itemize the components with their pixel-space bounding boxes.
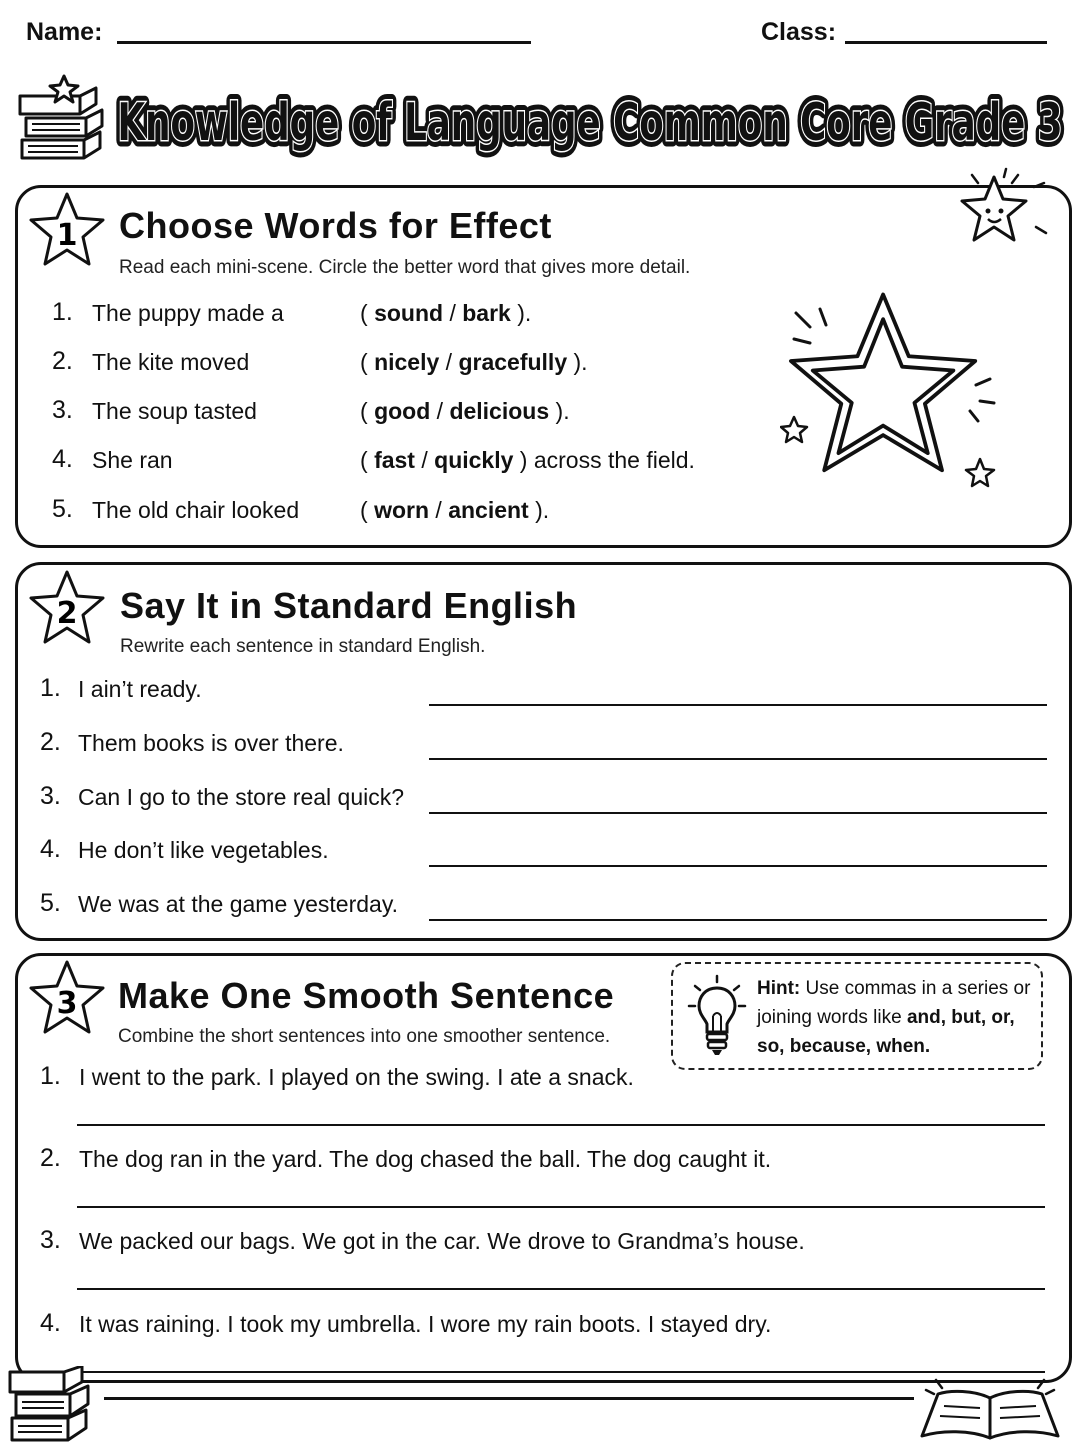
item-number: 3.: [52, 396, 73, 424]
open-book-icon: [918, 1376, 1064, 1446]
word-choice: ( nicely / gracefully ).: [360, 349, 588, 375]
section-1-instructions: Read each mini-scene. Circle the better word that gives more detail.: [119, 257, 691, 278]
item-sentence: We was at the game yesterday.: [78, 891, 399, 917]
choice-closing: ).: [555, 398, 570, 424]
item-number: 5.: [52, 495, 73, 523]
big-star-icon: [780, 285, 1000, 495]
item-number: 3.: [40, 1226, 61, 1254]
choice-option-b[interactable]: gracefully: [458, 349, 568, 375]
choice-closing: ).: [573, 349, 588, 375]
svg-text:1: 1: [56, 218, 78, 253]
word-choice: ( worn / ancient ).: [360, 497, 550, 523]
answer-line[interactable]: [429, 919, 1047, 921]
answer-line[interactable]: [77, 1371, 1045, 1373]
choice-option-b[interactable]: delicious: [449, 398, 550, 424]
choice-option-b[interactable]: quickly: [434, 447, 514, 473]
footer-line: [104, 1397, 914, 1400]
stacked-books-icon: [14, 70, 110, 166]
answer-line[interactable]: [429, 812, 1047, 814]
item-prompt: The old chair looked: [92, 497, 300, 523]
section-3-instructions: Combine the short sentences into one smoother sentence.: [118, 1026, 611, 1047]
item-sentence: Them books is over there.: [78, 730, 344, 756]
item-number: 2.: [52, 347, 73, 375]
choice-option-a[interactable]: fast: [374, 447, 415, 473]
word-choice: ( sound / bark ).: [360, 300, 532, 326]
section-number-star-icon: [25, 190, 109, 270]
item-prompt: She ran: [92, 447, 173, 473]
item-number: 3.: [40, 782, 61, 810]
choice-option-a[interactable]: worn: [374, 497, 430, 523]
class-label: Class:: [761, 18, 837, 46]
section-number-star-icon: [25, 568, 109, 648]
item-prompt: The puppy made a: [92, 300, 284, 326]
answer-line[interactable]: [77, 1288, 1045, 1290]
item-number: 4.: [40, 1309, 61, 1337]
section-number-star-icon: [25, 958, 109, 1038]
item-number: 4.: [52, 445, 73, 473]
choice-option-a[interactable]: nicely: [374, 349, 440, 375]
word-choice: ( fast / quickly ) across the field.: [360, 447, 695, 473]
choice-option-b[interactable]: bark: [462, 300, 511, 326]
svg-text:2: 2: [56, 596, 78, 631]
hint-box: [671, 962, 1043, 1070]
lightbulb-icon: [687, 974, 747, 1058]
section-1-title: Choose Words for Effect: [119, 205, 552, 246]
svg-text:Knowledge of Language Common C: Knowledge of Language Common Core Grade 3: [117, 93, 1063, 153]
item-prompt: The kite moved: [92, 349, 250, 375]
item-sentence: Can I go to the store real quick?: [78, 784, 405, 810]
item-number: 4.: [40, 835, 61, 863]
choice-closing: ).: [517, 300, 532, 326]
item-sentences: The dog ran in the yard. The dog chased the ball. The dog caught it.: [79, 1146, 772, 1172]
item-number: 2.: [40, 1144, 61, 1172]
choice-option-a[interactable]: sound: [374, 300, 444, 326]
item-number: 1.: [40, 674, 61, 702]
section-2-instructions: Rewrite each sentence in standard English.: [120, 636, 486, 657]
worksheet-title: [110, 76, 1070, 166]
smiling-star-icon: [948, 165, 1058, 255]
stacked-books-icon: [6, 1366, 98, 1446]
item-prompt: The soup tasted: [92, 398, 257, 424]
answer-line[interactable]: [77, 1124, 1045, 1126]
choice-closing: ).: [535, 497, 550, 523]
choice-option-a[interactable]: good: [374, 398, 431, 424]
svg-text:Knowledge of Language Common C: Knowledge of Language Common Core Grade 3: [117, 93, 1063, 153]
answer-line[interactable]: [429, 758, 1047, 760]
answer-line[interactable]: [429, 704, 1047, 706]
item-sentences: It was raining. I took my umbrella. I wore my rain boots. I stayed dry.: [79, 1311, 772, 1337]
svg-text:3: 3: [56, 986, 78, 1021]
item-number: 5.: [40, 889, 61, 917]
answer-line[interactable]: [429, 865, 1047, 867]
item-number: 2.: [40, 728, 61, 756]
item-sentences: I went to the park. I played on the swing. I ate a snack.: [79, 1064, 634, 1090]
choice-closing: ) across the field.: [519, 447, 695, 473]
item-number: 1.: [52, 298, 73, 326]
item-sentences: We packed our bags. We got in the car. We drove to Grandma’s house.: [79, 1228, 805, 1254]
item-sentence: I ain’t ready.: [78, 676, 202, 702]
item-number: 1.: [40, 1062, 61, 1090]
word-choice: ( good / delicious ).: [360, 398, 570, 424]
hint-text: Hint: Use commas in a series or joining words like and, but, or, so, because, when.: [757, 978, 1031, 1057]
answer-line[interactable]: [77, 1206, 1045, 1208]
item-sentence: He don’t like vegetables.: [78, 837, 329, 863]
name-label: Name:: [26, 18, 103, 46]
section-3-title: Make One Smooth Sentence: [118, 975, 615, 1016]
choice-option-b[interactable]: ancient: [448, 497, 529, 523]
section-2-title: Say It in Standard English: [120, 585, 578, 626]
class-field[interactable]: [845, 41, 1047, 44]
name-field[interactable]: [117, 41, 531, 44]
